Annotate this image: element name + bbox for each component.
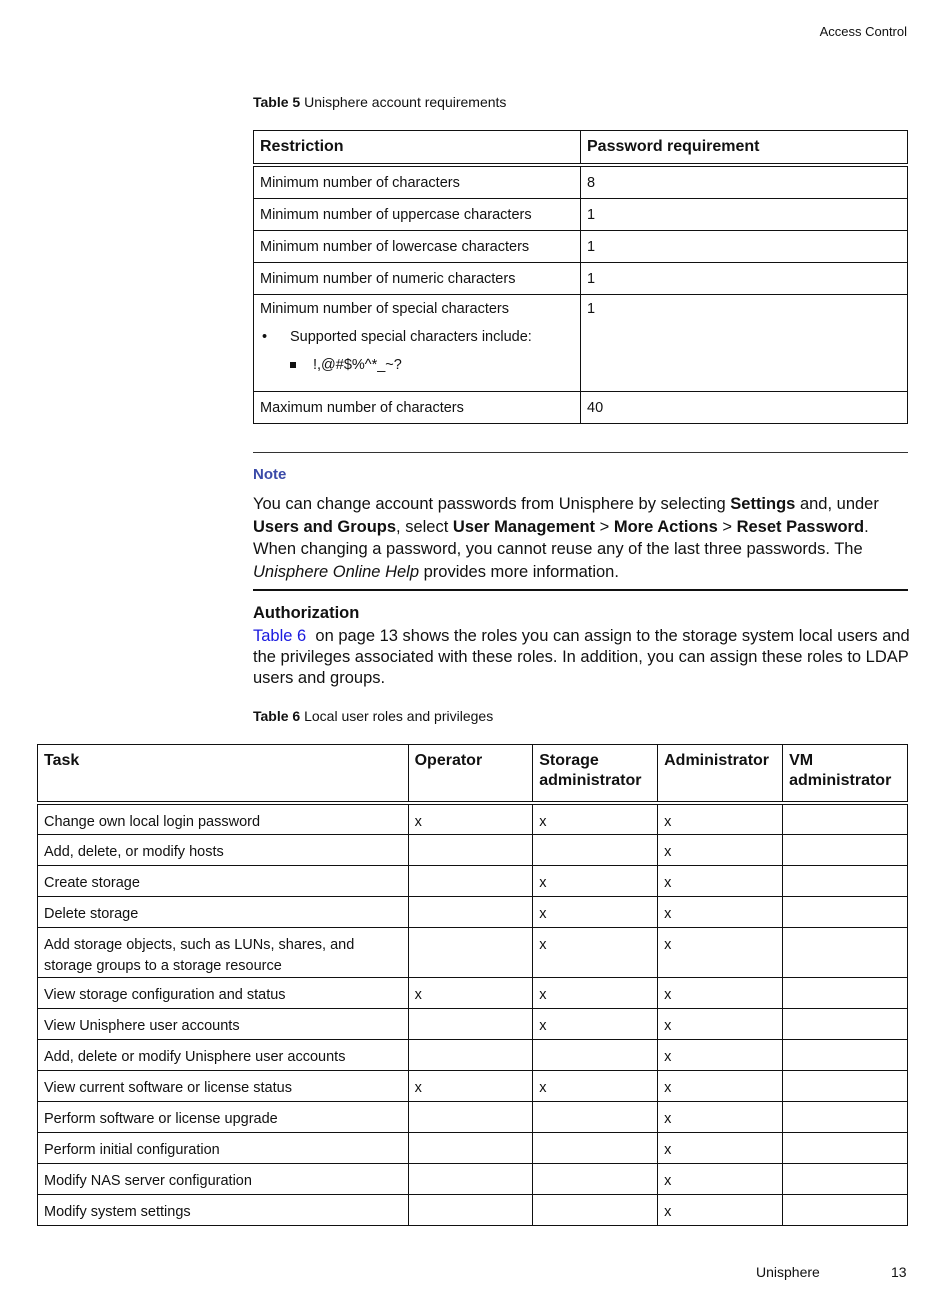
table6-roles-privileges [37,744,908,1226]
task-cell: Add, delete or modify Unisphere user accounts [38,1039,409,1070]
note-ui-term: Settings [730,495,796,513]
table-row [254,295,908,392]
operator-cell [408,1194,533,1225]
bullet-icon: • [262,329,268,345]
table-row [38,1194,908,1225]
table5-header-restriction: Restriction [254,131,581,166]
vm-administrator-cell [783,1101,908,1132]
administrator-cell: x [658,1132,783,1163]
table-row [38,977,908,1008]
vm-administrator-cell [783,1008,908,1039]
storage-administrator-cell [533,834,658,865]
administrator-cell: x [658,1070,783,1101]
page-number: 13 [891,1264,907,1280]
note-label: Note [253,466,287,483]
note-text [253,493,908,583]
administrator-cell: x [658,1039,783,1070]
authorization-heading: Authorization [253,604,360,622]
table-row [38,896,908,927]
administrator-cell: x [658,977,783,1008]
storage-administrator-cell: x [533,896,658,927]
note-ui-term: Users and Groups [253,517,397,536]
header-storage-administrator: Storage administrator [533,745,658,804]
administrator-cell: x [658,896,783,927]
table6-body [38,803,908,1225]
operator-cell [408,1163,533,1194]
operator-cell [408,1008,533,1039]
vm-administrator-cell [783,1163,908,1194]
note-ui-term: Reset Password [736,517,865,536]
requirement-cell: 1 [581,199,908,231]
note-text-part: > [717,517,737,536]
table-row [254,231,908,263]
header-task: Task [38,745,409,804]
task-cell: View current software or license status [38,1070,409,1101]
table6-link[interactable]: Table 6 [253,627,307,645]
task-cell: Delete storage [38,896,409,927]
task-cell: Modify NAS server configuration [38,1163,409,1194]
sub-bullet-item [260,357,574,373]
table5-header-row [254,131,908,166]
restriction-cell: Minimum number of uppercase characters [254,199,581,231]
storage-administrator-cell [533,1194,658,1225]
task-cell: Perform software or license upgrade [38,1101,409,1132]
table-row [254,392,908,424]
restriction-cell: Minimum number of lowercase characters [254,231,581,263]
table6-caption-label: Table 6 [253,708,301,724]
administrator-cell: x [658,927,783,977]
task-cell: View storage configuration and status [38,977,409,1008]
table6-caption-text: Local user roles and privileges [304,708,494,724]
header-vm-administrator: VM administrator [783,745,908,804]
note-ui-term: User Management [452,517,596,536]
table5-caption-text: Unisphere account requirements [304,94,507,110]
task-cell: Create storage [38,865,409,896]
note-text-part: > [595,517,614,536]
note-ui-term: More Actions [613,517,718,536]
vm-administrator-cell [783,1070,908,1101]
task-cell: Change own local login password [38,803,409,834]
storage-administrator-cell: x [533,977,658,1008]
administrator-cell: x [658,865,783,896]
storage-administrator-cell [533,1132,658,1163]
table5-header-requirement: Password requirement [581,131,908,166]
vm-administrator-cell [783,834,908,865]
operator-cell: x [408,803,533,834]
operator-cell [408,834,533,865]
authorization-body: on page 13 shows the roles you can assign to the storage system local users and the privileges associated with these roles. In addition, you can assign these roles to LDAP users and groups. [253,627,915,687]
bullet-item [260,329,574,345]
operator-cell [408,1039,533,1070]
table-row [38,927,908,977]
requirement-cell: 8 [581,165,908,199]
table-row [38,1070,908,1101]
note-doc-title: Unisphere Online Help [253,562,420,581]
table6-header-row [38,745,908,804]
table-row [38,1101,908,1132]
vm-administrator-cell [783,865,908,896]
vm-administrator-cell [783,1194,908,1225]
administrator-cell: x [658,1194,783,1225]
footer-title: Unisphere [756,1264,820,1280]
table-row [254,199,908,231]
storage-administrator-cell: x [533,927,658,977]
requirement-cell: 1 [581,295,908,392]
operator-cell [408,865,533,896]
administrator-cell: x [658,834,783,865]
note-text-part: You can change account passwords from Unisphere by selecting [253,495,731,513]
table-row [38,1132,908,1163]
table5-account-requirements [253,130,908,424]
requirement-cell: 40 [581,392,908,424]
vm-administrator-cell [783,927,908,977]
task-cell: Add storage objects, such as LUNs, shares, and storage groups to a storage resource [38,927,409,977]
table-row [38,865,908,896]
administrator-cell: x [658,1101,783,1132]
note-text-part: , select [396,517,453,536]
note-text-part: . When changing a password, you cannot reuse any of the last three passwords. The [253,517,869,558]
storage-administrator-cell [533,1163,658,1194]
requirement-cell: 1 [581,263,908,295]
vm-administrator-cell [783,803,908,834]
vm-administrator-cell [783,977,908,1008]
header-administrator: Administrator [658,745,783,804]
task-cell: Add, delete, or modify hosts [38,834,409,865]
table-row [38,834,908,865]
table-row [254,263,908,295]
administrator-cell: x [658,803,783,834]
table-row [38,803,908,834]
sub-bullet-text: !,@#$%^*_~? [313,357,402,373]
note-box [253,452,908,591]
restriction-cell: Maximum number of characters [254,392,581,424]
storage-administrator-cell: x [533,803,658,834]
operator-cell [408,927,533,977]
header-operator: Operator [408,745,533,804]
vm-administrator-cell [783,896,908,927]
vm-administrator-cell [783,1132,908,1163]
running-head: Access Control [819,24,907,39]
note-text-part: provides more information. [419,562,619,581]
storage-administrator-cell: x [533,1008,658,1039]
storage-administrator-cell [533,1039,658,1070]
storage-administrator-cell [533,1101,658,1132]
note-text-part: and, under [795,495,879,513]
storage-administrator-cell: x [533,1070,658,1101]
table-row [254,165,908,199]
table6-caption [253,708,493,724]
table5-caption-label: Table 5 [253,94,301,110]
table-row [38,1163,908,1194]
administrator-cell: x [658,1163,783,1194]
operator-cell: x [408,1070,533,1101]
administrator-cell: x [658,1008,783,1039]
vm-administrator-cell [783,1039,908,1070]
task-cell: Perform initial configuration [38,1132,409,1163]
square-bullet-icon [290,362,296,368]
bullet-text: Supported special characters include: [290,329,532,345]
table5-caption [253,94,506,110]
requirement-cell: 1 [581,231,908,263]
operator-cell: x [408,977,533,1008]
table-row [38,1039,908,1070]
task-cell: Modify system settings [38,1194,409,1225]
restriction-cell: Minimum number of characters [254,165,581,199]
restriction-cell [254,295,581,392]
task-cell: View Unisphere user accounts [38,1008,409,1039]
restriction-text: Minimum number of special characters [260,301,510,317]
operator-cell [408,1101,533,1132]
operator-cell [408,1132,533,1163]
storage-administrator-cell: x [533,865,658,896]
operator-cell [408,896,533,927]
table-row [38,1008,908,1039]
restriction-cell: Minimum number of numeric characters [254,263,581,295]
authorization-text [253,626,913,689]
